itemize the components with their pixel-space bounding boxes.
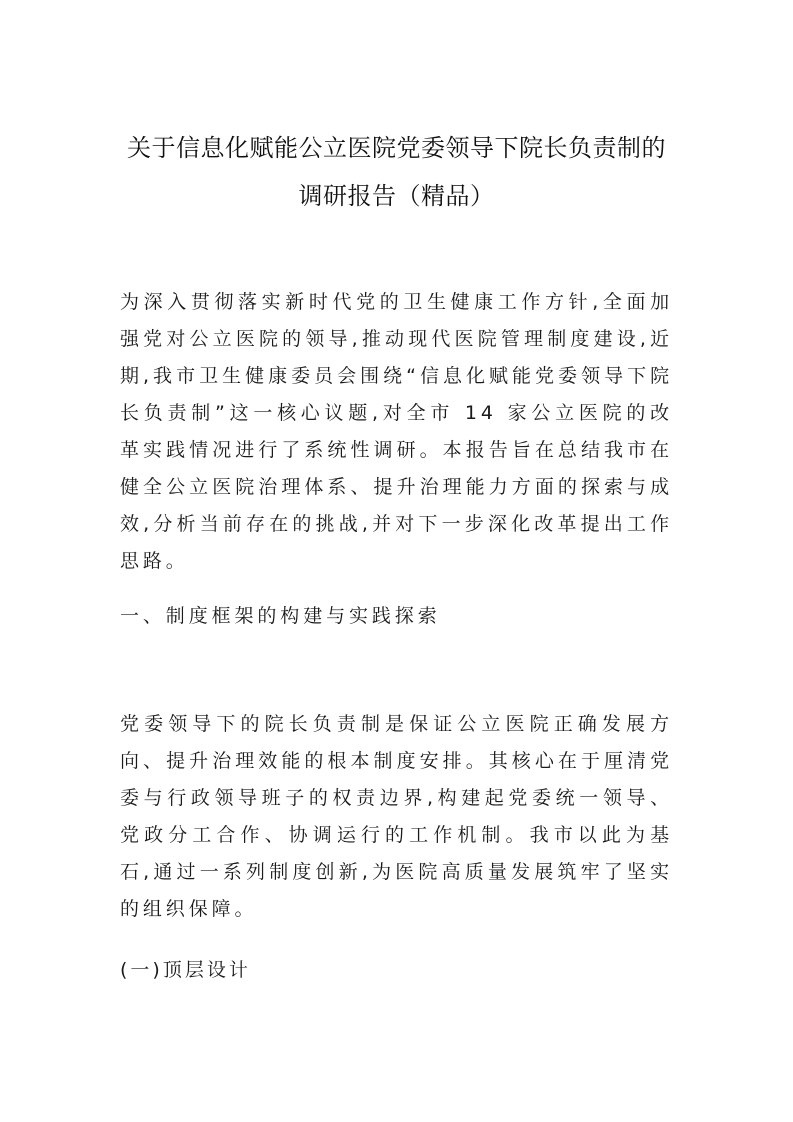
subsection-1 [120,952,673,989]
section-1-heading: 一、制度框架的构建与实践探索 [120,605,441,627]
document-title-line-1: 关于信息化赋能公立医院党委领导下院长负责制的 [127,134,666,162]
document-title-line-2: 调研报告（精品） [298,182,495,210]
section-1-paragraph: 党委领导下的院长负责制是保证公立医院正确发展方向、提升治理效能的根本制度安排。其核心在于厘清党委与行政领导班子的权责边界,构建起党委统一领导、党政分工合作、协调运行的工作机制。我市以此为基石,通过一系列制度创新,为医院高质量发展筑牢了坚实的组织保障。 [120,713,673,920]
section-1 [120,598,673,635]
intro-section [120,284,673,580]
intro-paragraph: 为深入贯彻落实新时代党的卫生健康工作方针,全面加强党对公立医院的领导,推动现代医院管理制度建设,近期,我市卫生健康委员会围绕“信息化赋能党委领导下院长负责制”这一核心议题,对全市 14 家公立医院的改革实践情况进行了系统性调研。本报告旨在总结我市在健全公立医院治理体系、提升治理能力方面的探索与成效,分析当前存在的挑战,并对下一步深化改革提出工作思路。 [120,291,673,572]
subsection-1-heading: (一)顶层设计 [120,959,251,981]
section-1-body [120,706,673,928]
